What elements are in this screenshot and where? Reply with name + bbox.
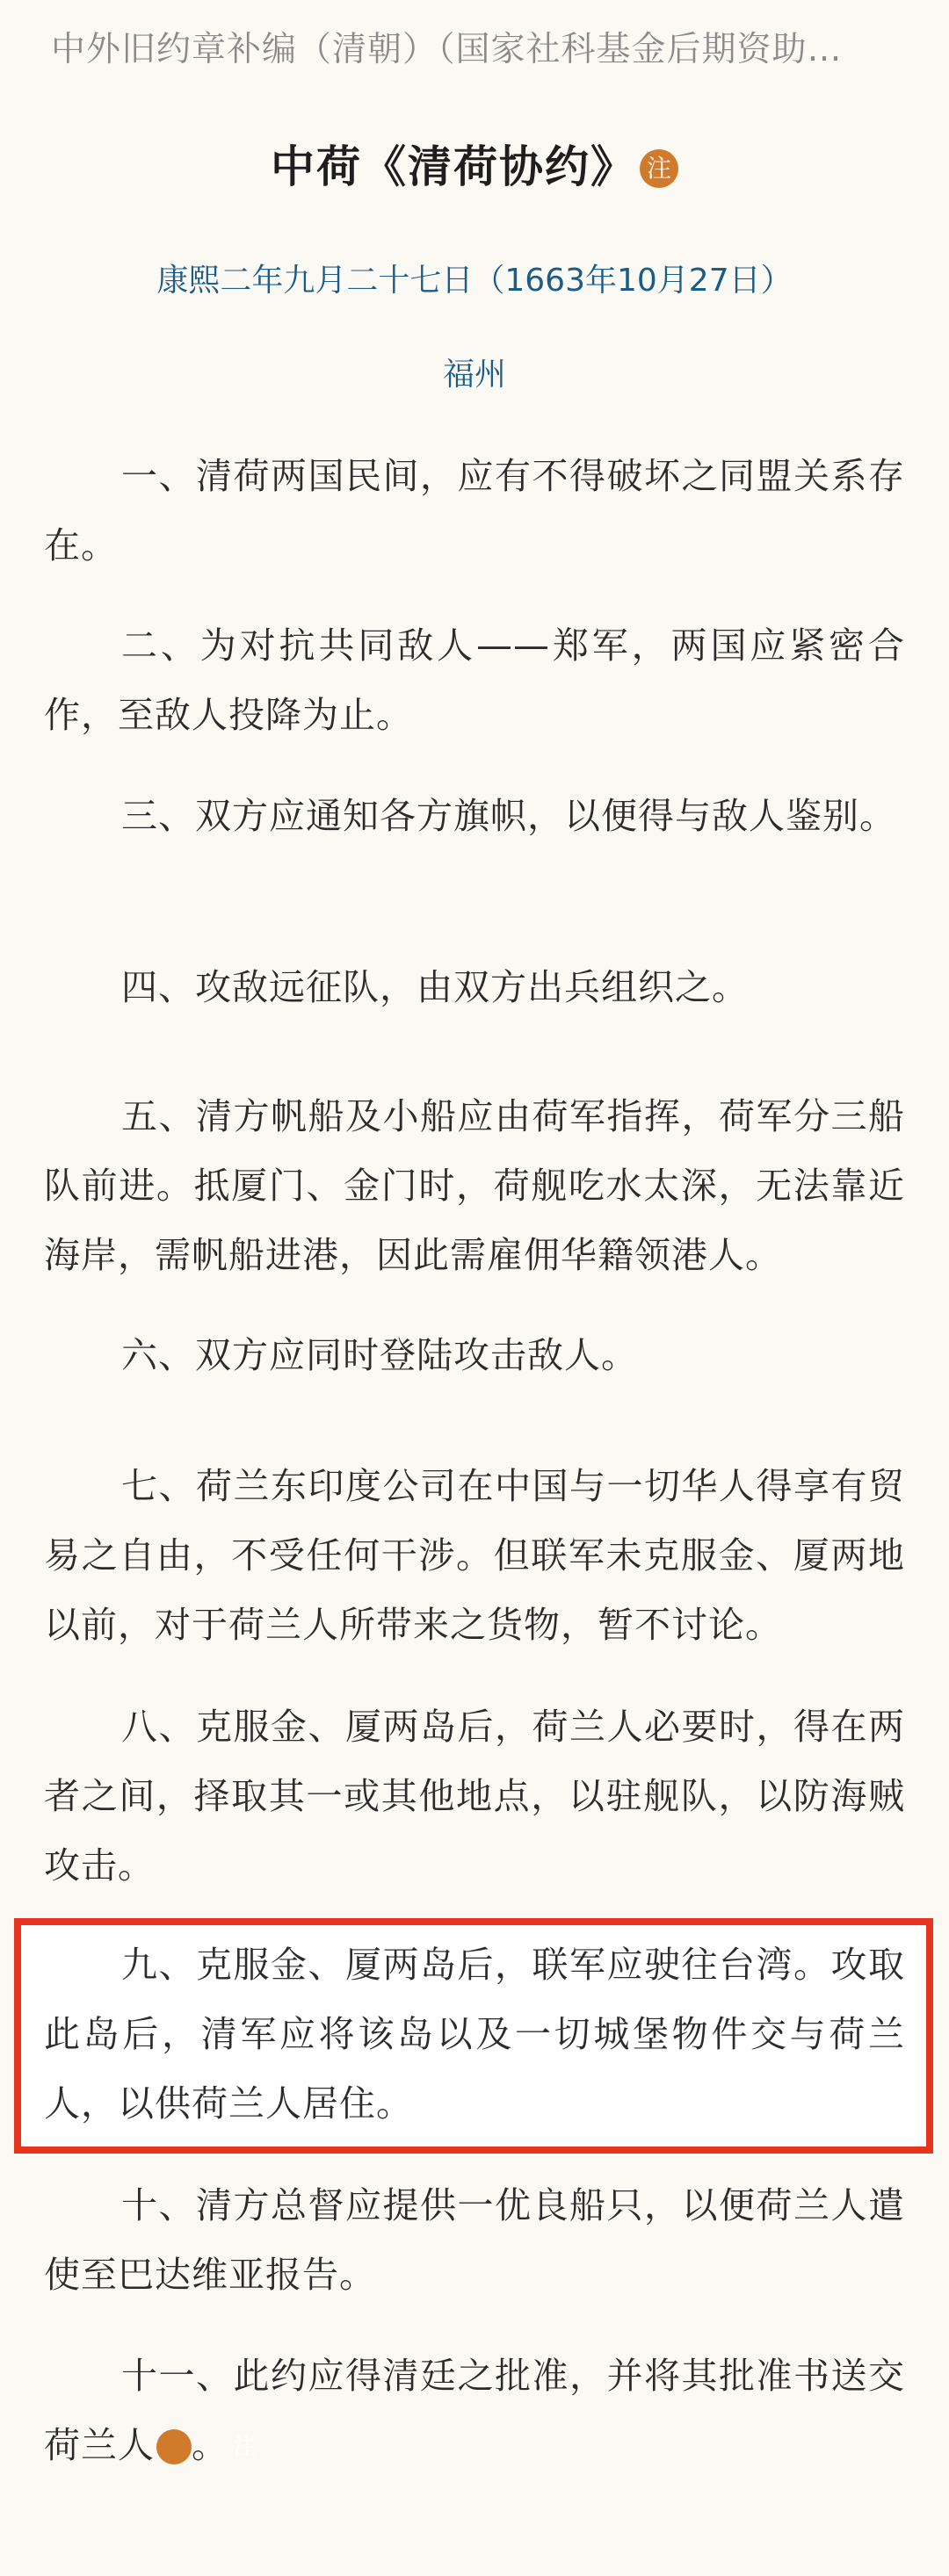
treaty-place: 福州: [442, 357, 506, 393]
article-1: 一、清荷两国民间，应有不得破坏之同盟关系存在。: [44, 455, 905, 566]
article-11-note-icon[interactable]: 注: [156, 2429, 192, 2464]
article-4: 四、攻敌远征队，由双方出兵组织之。: [121, 966, 749, 1008]
article-10: 十、清方总督应提供一优良船只，以便荷兰人遣使至巴达维亚报告。: [44, 2184, 905, 2296]
article-7: 七、荷兰东印度公司在中国与一切华人得享有贸易之自由，不受任何干涉。但联军未克服金、厦两地以前，对于荷兰人所带来之货物，暂不讨论。: [44, 1465, 905, 1646]
article-8: 八、克服金、厦两岛后，荷兰人必要时，得在两者之间，择取其一或其他地点，以驻舰队，以防海贼攻击。: [44, 1706, 905, 1887]
source-header: 中外旧约章补编（清朝）（国家社科基金后期资助…: [51, 30, 843, 69]
article-11: [44, 2341, 905, 2480]
title-note-icon[interactable]: 注: [640, 149, 678, 188]
article-3: 三、双方应通知各方旗帜，以便得与敌人鉴别。: [121, 795, 896, 837]
document-title: [0, 132, 949, 202]
article-6: 六、双方应同时登陆攻击敌人。: [121, 1334, 638, 1376]
article-9: 九、克服金、厦两岛后，联军应驶往台湾。攻取此岛后，清军应将该岛以及一切城堡物件交与荷兰人，以供荷兰人居住。: [44, 1944, 905, 2125]
article-11-text: 十一、此约应得清廷之批准，并将其批准书送交荷兰人: [44, 2355, 905, 2466]
document-title-text: 中荷《清荷协约》: [271, 141, 636, 192]
treaty-date: 康熙二年九月二十七日（1663年10月27日）: [156, 263, 793, 299]
article-2: 二、为对抗共同敌人——郑军，两国应紧密合作，至敌人投降为止。: [44, 624, 905, 736]
article-11-end: 。: [192, 2424, 228, 2466]
article-5: 五、清方帆船及小船应由荷军指挥，荷军分三船队前进。抵厦门、金门时，荷舰吃水太深，无法靠近海岸，需帆船进港，因此需雇佣华籍领港人。: [44, 1095, 905, 1276]
